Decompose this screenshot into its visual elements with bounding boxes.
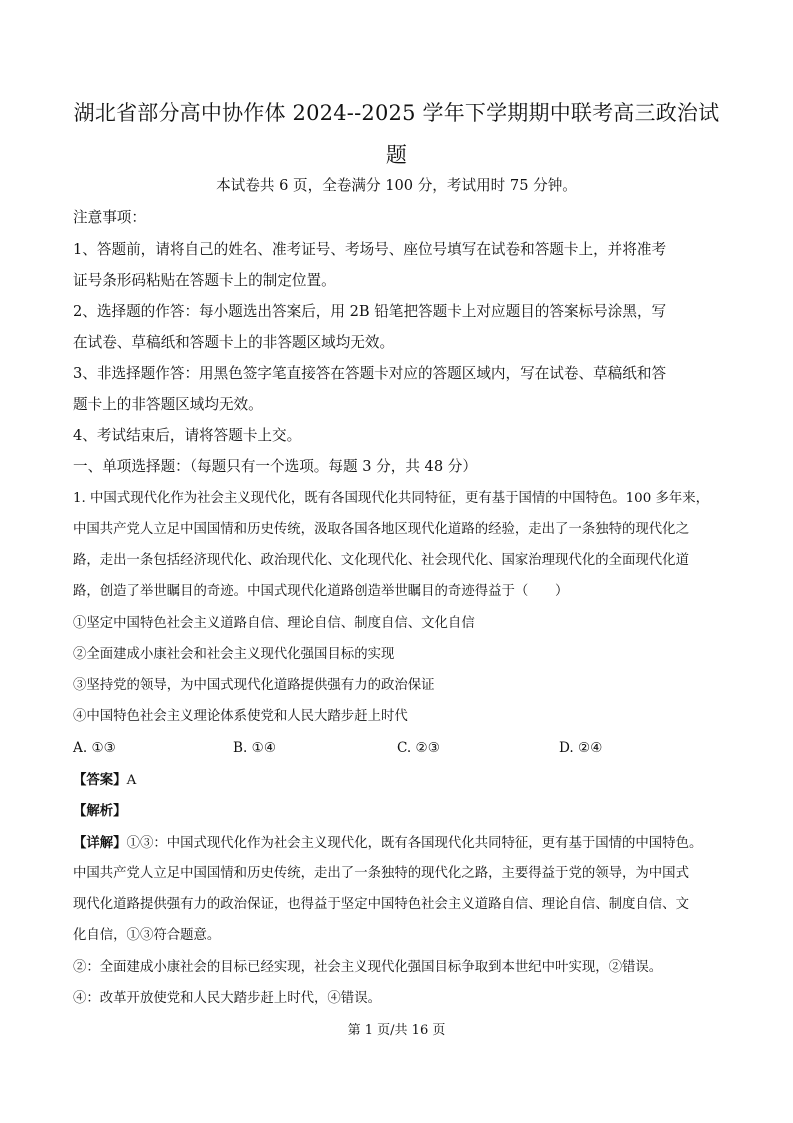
notice-line: 证号条形码粘贴在答题卡上的制定位置。	[73, 272, 336, 289]
document-title: 湖北省部分高中协作体 2024--2025 学年下学期期中联考高三政治试题	[73, 101, 720, 167]
question-line: 中国共产党人立足中国国情和历史传统，汲取各国各地区现代化道路的经验，走出了一条独特的现代化之	[73, 522, 689, 537]
detail-line	[73, 833, 723, 854]
notice-line: 4、考试结束后，请将答题卡上交。	[73, 427, 302, 444]
section-heading: 一、单项选择题：（每题只有一个选项。每题 3 分，共 48 分）	[73, 458, 477, 475]
statement-item: ①坚定中国特色社会主义道路自信、理论自信、制度自信、文化自信	[73, 616, 475, 631]
option-a: A. ①③	[73, 740, 116, 756]
notice-line: 在试卷、草稿纸和答题卡上的非答题区域均无效。	[73, 334, 395, 351]
statement-item: ③坚持党的领导，为中国式现代化道路提供强有力的政治保证	[73, 678, 435, 693]
answer-options	[73, 740, 723, 760]
option-b: B. ①④	[233, 740, 277, 756]
detail-line: ④：改革开放使党和人民大踏步赶上时代，④错误。	[73, 991, 381, 1006]
statement-item: ②全面建成小康社会和社会主义现代化强国目标的实现	[73, 647, 395, 662]
detail-line: ②：全面建成小康社会的目标已经实现，社会主义现代化强国目标争取到本世纪中叶实现，②错误。	[73, 960, 663, 975]
option-c: C. ②③	[397, 740, 440, 756]
notice-line: 3、非选择题作答：用黑色签字笔直接答在答题卡对应的答题区域内，写在试卷、草稿纸和答	[73, 365, 667, 382]
page-footer: 第 1 页/共 16 页	[347, 1023, 446, 1038]
answer-value: A	[126, 773, 137, 788]
answer-label: 【答案】	[73, 772, 127, 788]
detail-line: 中国共产党人立足中国国情和历史传统，走出了一条独特的现代化之路，主要得益于党的领导，为中国式	[73, 866, 689, 881]
analysis-label-text: 【解析】	[73, 803, 127, 819]
detail-label: 【详解】	[73, 835, 127, 851]
statement-item: ④中国特色社会主义理论体系使党和人民大踏步赶上时代	[73, 709, 408, 724]
notice-heading: 注意事项：	[73, 209, 146, 226]
question-line: 路，走出一条包括经济现代化、政治现代化、文化现代化、社会现代化、国家治理现代化的全面现代化道	[73, 553, 689, 568]
question-line: 1. 中国式现代化作为社会主义现代化，既有各国现代化共同特征，更有基于国情的中国特色。100 多年来，	[73, 491, 710, 506]
notice-line: 题卡上的非答题区域均无效。	[73, 396, 263, 413]
notice-line: 2、选择题的作答：每小题选出答案后，用 2B 铅笔把答题卡上对应题目的答案标号涂黑，写	[73, 303, 667, 320]
detail-text: ①③：中国式现代化作为社会主义现代化，既有各国现代化共同特征，更有基于国情的中国特色。	[126, 836, 703, 851]
detail-line: 现代化道路提供强有力的政治保证，也得益于坚定中国特色社会主义道路自信、理论自信、制度自信、文	[73, 897, 689, 912]
exam-info: 本试卷共 6 页，全卷满分 100 分，考试用时 75 分钟。	[216, 177, 577, 194]
detail-line: 化自信，①③符合题意。	[73, 928, 221, 943]
analysis-label	[73, 801, 723, 822]
notice-line: 1、答题前，请将自己的姓名、准考证号、考场号、座位号填写在试卷和答题卡上，并将准考	[73, 241, 667, 258]
question-line: 路，创造了举世瞩目的奇迹。中国式现代化道路创造举世瞩目的奇迹得益于（ ）	[73, 584, 569, 599]
answer-line	[73, 770, 723, 791]
option-d: D. ②④	[559, 740, 603, 756]
